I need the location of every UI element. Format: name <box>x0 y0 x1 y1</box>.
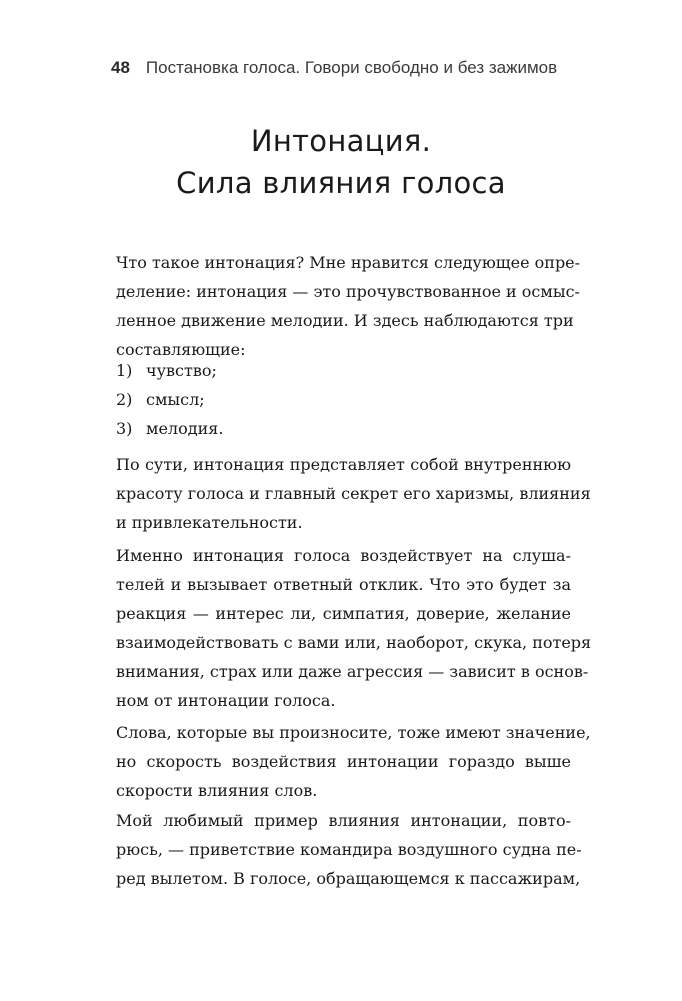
list-number: 2) <box>116 390 133 409</box>
text-line: скорости влияния слов. <box>116 781 318 800</box>
paragraph-2 <box>116 450 591 537</box>
text-line: реакция — интерес ли, симпатия, доверие, желание <box>116 604 571 623</box>
book-title: Постановка голоса. Говори свободно и без зажимов <box>145 58 558 77</box>
list-number: 1) <box>116 361 133 380</box>
list-item-2 <box>116 385 205 414</box>
text-line: но скорость воздействия интонации гораздо выше <box>116 752 571 771</box>
paragraph-5 <box>116 806 582 893</box>
list-text: смысл; <box>146 390 205 409</box>
text-line: внимания, страх или даже агрессия — зависит в основ- <box>116 662 589 681</box>
text-line: По сути, интонация представляет собой внутреннюю <box>116 455 571 474</box>
paragraph-3 <box>116 541 592 715</box>
text-line: рюсь, — приветствие командира воздушного судна пе- <box>116 840 582 859</box>
paragraph-1 <box>116 248 581 364</box>
list-text: чувство; <box>146 361 217 380</box>
list-item-1 <box>116 356 217 385</box>
text-line: Слова, которые вы произносите, тоже имеют значение, <box>116 723 591 742</box>
running-head <box>111 58 581 78</box>
text-line: ном от интонации голоса. <box>116 691 336 710</box>
text-line: и привлекательности. <box>116 513 303 532</box>
text-line: красоту голоса и главный секрет его харизмы, влияния <box>116 484 591 503</box>
chapter-title <box>100 120 582 204</box>
text-line: Мой любимый пример влияния интонации, повто- <box>116 811 571 830</box>
text-line: ред вылетом. В голосе, обращающемся к пассажирам, <box>116 869 581 888</box>
text-line: составляющие: <box>116 340 246 359</box>
chapter-title-line-2: Сила влияния голоса <box>176 166 506 200</box>
list-item-3 <box>116 414 223 443</box>
text-line: Что такое интонация? Мне нравится следующее опре- <box>116 253 581 272</box>
page-number: 48 <box>111 58 130 77</box>
text-line: деление: интонация — это прочувствованное и осмыс- <box>116 282 580 301</box>
text-line: телей и вызывает ответный отклик. Что это будет за <box>116 575 571 594</box>
text-line: Именно интонация голоса воздействует на слуша- <box>116 546 571 565</box>
text-line: ленное движение мелодии. И здесь наблюдаются три <box>116 311 574 330</box>
paragraph-4 <box>116 718 591 805</box>
list-number: 3) <box>116 419 133 438</box>
chapter-title-line-1: Интонация. <box>250 124 432 158</box>
list-text: мелодия. <box>146 419 224 438</box>
text-line: взаимодействовать с вами или, наоборот, скука, потеря <box>116 633 592 652</box>
